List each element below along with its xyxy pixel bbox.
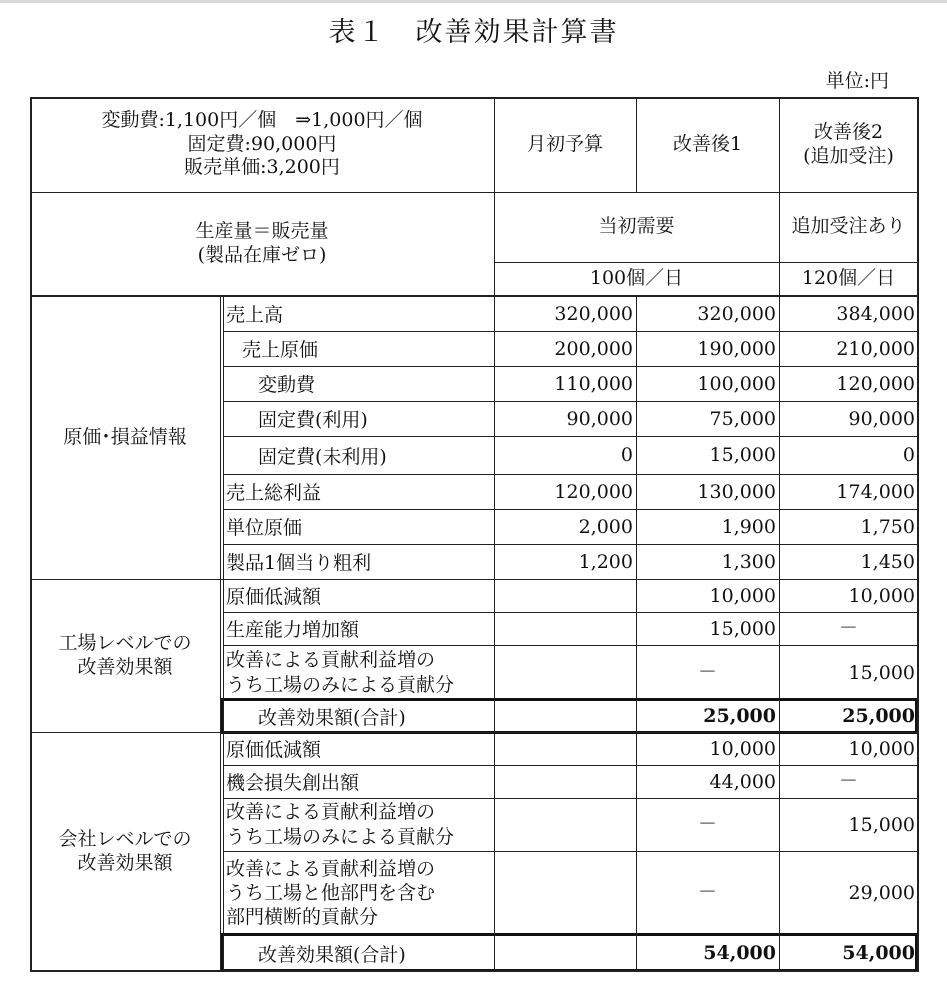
section-line <box>30 295 918 297</box>
value-cell: － <box>838 769 858 792</box>
row-item-cost-reduction: 原価低減額 <box>226 586 322 608</box>
row-item-fixed-cost-used: 固定費(利用) <box>258 409 368 431</box>
value-cell <box>494 851 636 935</box>
value-cell: 1,450 <box>860 550 915 573</box>
value-cell <box>494 645 636 700</box>
value-cell: 110,000 <box>554 372 633 395</box>
value-cell <box>494 732 636 765</box>
row-item-line: うち工場のみによる貢献分 <box>226 673 455 696</box>
value-cell: 90,000 <box>566 407 633 430</box>
row-item-gross-profit: 売上総利益 <box>226 482 322 504</box>
grid-line <box>494 262 918 263</box>
production-volume-label <box>30 192 494 296</box>
row-item-fixed-cost-unused: 固定費(未利用) <box>258 445 387 468</box>
value-cell: 120,000 <box>554 480 633 503</box>
col-header-after2-line2: (追加受注) <box>803 144 894 167</box>
value-cell: 1,300 <box>721 550 776 573</box>
grid-line <box>224 851 918 852</box>
row-item-line: うち工場のみによる貢献分 <box>226 825 455 848</box>
grid-line <box>223 296 224 971</box>
total-value-cell: 54,000 <box>703 942 776 964</box>
col-header-after2 <box>779 97 918 192</box>
value-cell: 320,000 <box>554 302 633 325</box>
total-value-cell: 54,000 <box>842 942 915 964</box>
section-label-company-line2: 改善効果額 <box>77 851 173 874</box>
grid-line <box>224 509 918 510</box>
value-cell: 10,000 <box>848 584 915 607</box>
production-volume-line1: 生産量＝販売量 <box>195 220 329 243</box>
table-border <box>30 97 918 99</box>
value-cell: 384,000 <box>836 302 915 325</box>
value-cell: 15,000 <box>709 617 776 640</box>
quantity-additional: 120個／日 <box>801 267 896 290</box>
company-total-border <box>220 933 918 972</box>
document-title: 表１ 改善効果計算書 <box>328 17 619 48</box>
factory-total-border <box>220 698 918 734</box>
value-cell: 29,000 <box>848 882 915 904</box>
initial-demand-label: 当初需要 <box>598 215 675 238</box>
value-cell: 2,000 <box>578 515 633 538</box>
table-border <box>917 97 919 972</box>
unit-label: 単位:円 <box>825 70 889 92</box>
value-cell: － <box>697 660 717 683</box>
grid-line <box>30 192 918 193</box>
additional-order-label: 追加受注あり <box>791 215 906 238</box>
row-item-opportunity-loss: 機会損失創出額 <box>226 772 360 794</box>
grid-line <box>636 296 637 971</box>
value-cell: 75,000 <box>709 407 776 430</box>
col-header-after1: 改善後1 <box>672 132 743 155</box>
grid-line <box>779 97 780 971</box>
section-label-company-line1: 会社レベルでの <box>58 827 192 850</box>
value-cell: 15,000 <box>848 813 915 836</box>
value-cell: 190,000 <box>697 337 776 360</box>
row-item-line: 改善による貢献利益増の <box>226 857 436 880</box>
row-item-margin-per-unit: 製品1個当り粗利 <box>226 552 372 574</box>
grid-line <box>494 97 495 971</box>
row-item-factory-total: 改善効果額(合計) <box>258 706 406 729</box>
value-cell: 130,000 <box>697 480 776 503</box>
table-border <box>30 970 918 972</box>
section-label-factory-line1: 工場レベルでの <box>58 631 192 654</box>
grid-line <box>224 544 918 545</box>
grid-line <box>636 97 637 192</box>
value-cell <box>494 798 636 851</box>
value-cell: 15,000 <box>709 444 776 466</box>
total-value-cell: 25,000 <box>703 705 776 727</box>
row-item-cost-of-sales: 売上原価 <box>242 339 319 361</box>
table-border <box>30 97 32 972</box>
row-item-unit-cost: 単位原価 <box>226 517 303 539</box>
production-volume-line2: (製品在庫ゼロ) <box>197 244 327 266</box>
section-label-factory <box>30 579 220 732</box>
value-cell <box>494 612 636 645</box>
grid-line <box>224 798 918 799</box>
cost-conditions <box>30 97 494 192</box>
row-item-variable-cost: 変動費 <box>258 374 316 396</box>
value-cell: 210,000 <box>836 337 915 360</box>
row-item-cross-department-contribution <box>224 851 494 935</box>
section-line <box>30 732 918 733</box>
row-item-cost-reduction: 原価低減額 <box>226 739 322 761</box>
row-item-line: 改善による貢献利益増の <box>226 649 436 672</box>
value-cell: 15,000 <box>848 661 915 684</box>
value-cell: 90,000 <box>848 407 915 430</box>
grid-line <box>224 474 918 475</box>
value-cell: 44,000 <box>709 770 776 793</box>
value-cell <box>494 765 636 798</box>
col-header-after2-line1: 改善後2 <box>813 120 884 143</box>
value-cell: 1,200 <box>578 550 633 573</box>
row-item-line: うち工場と他部門を含む <box>226 881 436 904</box>
col-header-budget: 月初予算 <box>526 132 603 155</box>
value-cell: 0 <box>620 444 633 466</box>
row-item-capacity-increase: 生産能力増加額 <box>226 619 360 641</box>
condition-fixed-cost: 固定費:90,000円 <box>187 132 337 155</box>
row-item-line: 部門横断的貢献分 <box>226 906 379 929</box>
value-cell: 10,000 <box>709 584 776 607</box>
top-border <box>0 0 947 3</box>
section-label-cost-profit: 原価･損益情報 <box>63 425 187 448</box>
value-cell <box>494 579 636 612</box>
grid-line <box>224 765 918 766</box>
grid-line <box>224 401 918 402</box>
value-cell: － <box>838 616 858 639</box>
row-item-sales: 売上高 <box>226 304 284 326</box>
value-cell: － <box>697 881 717 904</box>
section-label-factory-line2: 改善効果額 <box>77 655 173 678</box>
value-cell: 0 <box>902 444 915 466</box>
grid-line <box>224 366 918 367</box>
condition-sales-price: 販売単価:3,200円 <box>184 156 340 179</box>
value-cell: 100,000 <box>697 372 776 395</box>
value-cell: 120,000 <box>836 372 915 395</box>
section-line <box>30 579 918 580</box>
condition-variable-cost: 変動費:1,100円／個 ⇒1,000円／個 <box>101 108 423 131</box>
value-cell: 200,000 <box>554 337 633 360</box>
value-cell: 1,900 <box>721 515 776 538</box>
grid-line <box>224 331 918 332</box>
value-cell: 10,000 <box>709 737 776 760</box>
row-item-factory-contribution <box>224 645 494 700</box>
value-cell: － <box>697 812 717 835</box>
row-item-line: 改善による貢献利益増の <box>226 801 436 824</box>
value-cell: 320,000 <box>697 302 776 325</box>
quantity-initial: 100個／日 <box>589 267 684 290</box>
row-item-factory-contribution <box>224 798 494 851</box>
value-cell: 10,000 <box>848 737 915 760</box>
value-cell: 174,000 <box>836 480 915 503</box>
grid-line <box>224 436 918 437</box>
grid-line <box>224 645 918 646</box>
row-item-company-total: 改善効果額(合計) <box>258 943 406 966</box>
grid-line <box>220 296 221 971</box>
section-label-company <box>30 732 220 971</box>
grid-line <box>224 612 918 613</box>
value-cell: 1,750 <box>860 515 915 538</box>
total-value-cell: 25,000 <box>842 705 915 727</box>
